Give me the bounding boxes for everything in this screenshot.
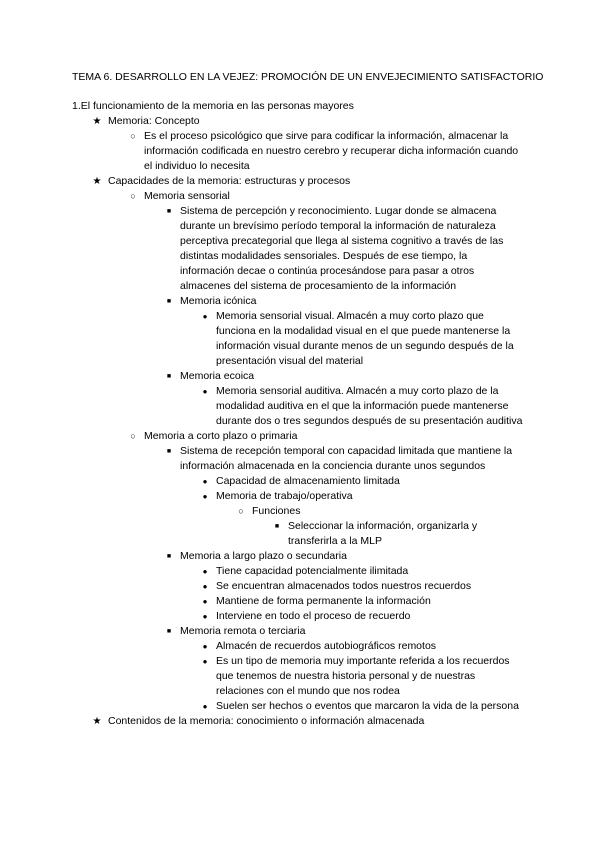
outline-item-text: Memoria icónica (180, 295, 257, 307)
outline-item-text: Funciones (252, 505, 301, 517)
outline-item-text: Memoria sensorial visual. Almacén a muy corto plazo que (216, 310, 484, 322)
bullet-icon: ○ (130, 431, 136, 441)
outline-item-text: el individuo lo necesita (144, 160, 250, 172)
section-heading: 1.El funcionamiento de la memoria en las personas mayores (72, 100, 354, 112)
bullet-icon: ○ (130, 131, 136, 141)
bullet-icon: ● (202, 657, 208, 666)
outline-item (72, 489, 552, 504)
outline-item-text: Es el proceso psicológico que sirve para codificar la información, almacenar la (144, 130, 509, 142)
outline-item-text: Memoria ecoica (180, 370, 255, 382)
outline-item-text: presentación visual del material (216, 355, 364, 367)
outline-item-text: información codificada en nuestro cerebro y recuperar dicha información cuando (144, 145, 519, 157)
outline-item-text: información visual durante menos de un segundo después de la (216, 340, 514, 352)
bullet-icon: ■ (166, 553, 172, 560)
outline-item-text: almacenes del sistema de procesamiento de la información (180, 280, 457, 292)
outline-item (72, 564, 552, 579)
outline-item-text: Mantiene de forma permanente la información (216, 595, 431, 607)
outline-item-text: Capacidades de la memoria: estructuras y procesos (108, 175, 351, 187)
outline-item-text: Memoria de trabajo/operativa (216, 490, 353, 502)
bullet-icon: ● (202, 597, 208, 606)
outline-item (72, 639, 552, 654)
outline-item-text: Capacidad de almacenamiento limitada (216, 475, 400, 487)
outline-item-text: que tenemos de nuestra historia personal y de nuestras (216, 670, 476, 682)
bullet-icon: ● (202, 612, 208, 621)
bullet-icon: ■ (166, 208, 172, 215)
outline-item (72, 594, 552, 609)
bullet-icon: ● (202, 642, 208, 651)
outline-item-text: Memoria a largo plazo o secundaria (180, 550, 347, 562)
outline-item (72, 609, 552, 624)
outline-item (72, 714, 552, 729)
outline-item-text: Memoria: Concepto (108, 115, 200, 127)
bullet-icon: ● (202, 387, 208, 396)
outline-item-text: perceptiva precategorial que llega al sistema cognitivo a través de las (180, 235, 504, 247)
bullet-icon: ■ (166, 628, 172, 635)
outline-item-text: Tiene capacidad potencialmente ilimitada (216, 565, 409, 577)
bullet-icon: ○ (238, 506, 244, 516)
outline-item-text: Memoria remota o terciaria (180, 625, 306, 637)
outline-item (72, 654, 552, 699)
outline-item (72, 114, 552, 129)
outline-item-text: transferirla a la MLP (288, 535, 382, 547)
outline-item (72, 309, 552, 369)
outline-item-text: Es un tipo de memoria muy importante referida a los recuerdos (216, 655, 510, 667)
bullet-icon: ★ (92, 116, 102, 127)
outline-item-text: Sistema de percepción y reconocimiento. Lugar donde se almacena (180, 205, 497, 217)
outline-item (72, 624, 552, 639)
outline-item-text: Se encuentran almacenados todos nuestros recuerdos (216, 580, 472, 592)
outline-item (72, 699, 552, 714)
outline-item-text: Interviene en todo el proceso de recuerdo (216, 610, 411, 622)
bullet-icon: ■ (166, 298, 172, 305)
bullet-icon: ● (202, 312, 208, 321)
outline-item-text: información almacenada en la conciencia durante unos segundos (180, 460, 486, 472)
outline-item (72, 429, 552, 444)
outline-item-text: Memoria sensorial (144, 190, 230, 202)
bullet-icon: ● (202, 477, 208, 486)
outline-item-text: funciona en la modalidad visual en el que puede mantenerse la (216, 325, 511, 337)
outline-item (72, 204, 552, 294)
outline-item-text: información decae o continúa procesándose para pasar a otros (180, 265, 475, 277)
outline-item (72, 369, 552, 384)
outline-item-text: modalidad auditiva en el que la información puede mantenerse (216, 400, 509, 412)
bullet-icon: ● (202, 567, 208, 576)
bullet-icon: ● (202, 582, 208, 591)
outline-item-text: Suelen ser hechos o eventos que marcaron la vida de la persona (216, 700, 519, 712)
outline-item-text: distintas modalidades sensoriales. Después de ese tiempo, la (180, 250, 468, 262)
outline-item (72, 294, 552, 309)
bullet-icon: ● (202, 492, 208, 501)
outline-item-text: Memoria a corto plazo o primaria (144, 430, 298, 442)
outline-item-text: relaciones con el mundo que nos rodea (216, 685, 400, 697)
outline-item-text: Seleccionar la información, organizarla y (288, 520, 478, 532)
bullet-icon: ● (202, 702, 208, 711)
outline-item (72, 384, 552, 429)
outline-item-text: Almacén de recuerdos autobiográficos remotos (216, 640, 437, 652)
outline-item (72, 474, 552, 489)
outline-item-text: durante dos o tres segundos después de su presentación auditiva (216, 415, 523, 427)
outline-item (72, 189, 552, 204)
outline-item (72, 174, 552, 189)
outline-item (72, 444, 552, 474)
bullet-icon: ★ (92, 176, 102, 187)
outline-item-text: Sistema de recepción temporal con capacidad limitada que mantiene la (180, 445, 513, 457)
outline-list (72, 114, 552, 729)
outline-item (72, 504, 552, 519)
outline-item (72, 519, 552, 549)
outline-item-text: Contenidos de la memoria: conocimiento o información almacenada (108, 715, 425, 727)
bullet-icon: ★ (92, 716, 102, 727)
outline-item-text: durante un brevísimo período temporal la información de naturaleza (180, 220, 496, 232)
document-title: TEMA 6. DESARROLLO EN LA VEJEZ: PROMOCIÓN DE UN ENVEJECIMIENTO SATISFACTORIO (72, 71, 544, 83)
outline-item (72, 579, 552, 594)
outline-item (72, 549, 552, 564)
bullet-icon: ○ (130, 191, 136, 201)
outline-item-text: Memoria sensorial auditiva. Almacén a muy corto plazo de la (216, 385, 499, 397)
outline-item (72, 129, 552, 174)
bullet-icon: ■ (166, 373, 172, 380)
document-page (72, 70, 552, 729)
bullet-icon: ■ (166, 448, 172, 455)
bullet-icon: ■ (274, 523, 280, 530)
